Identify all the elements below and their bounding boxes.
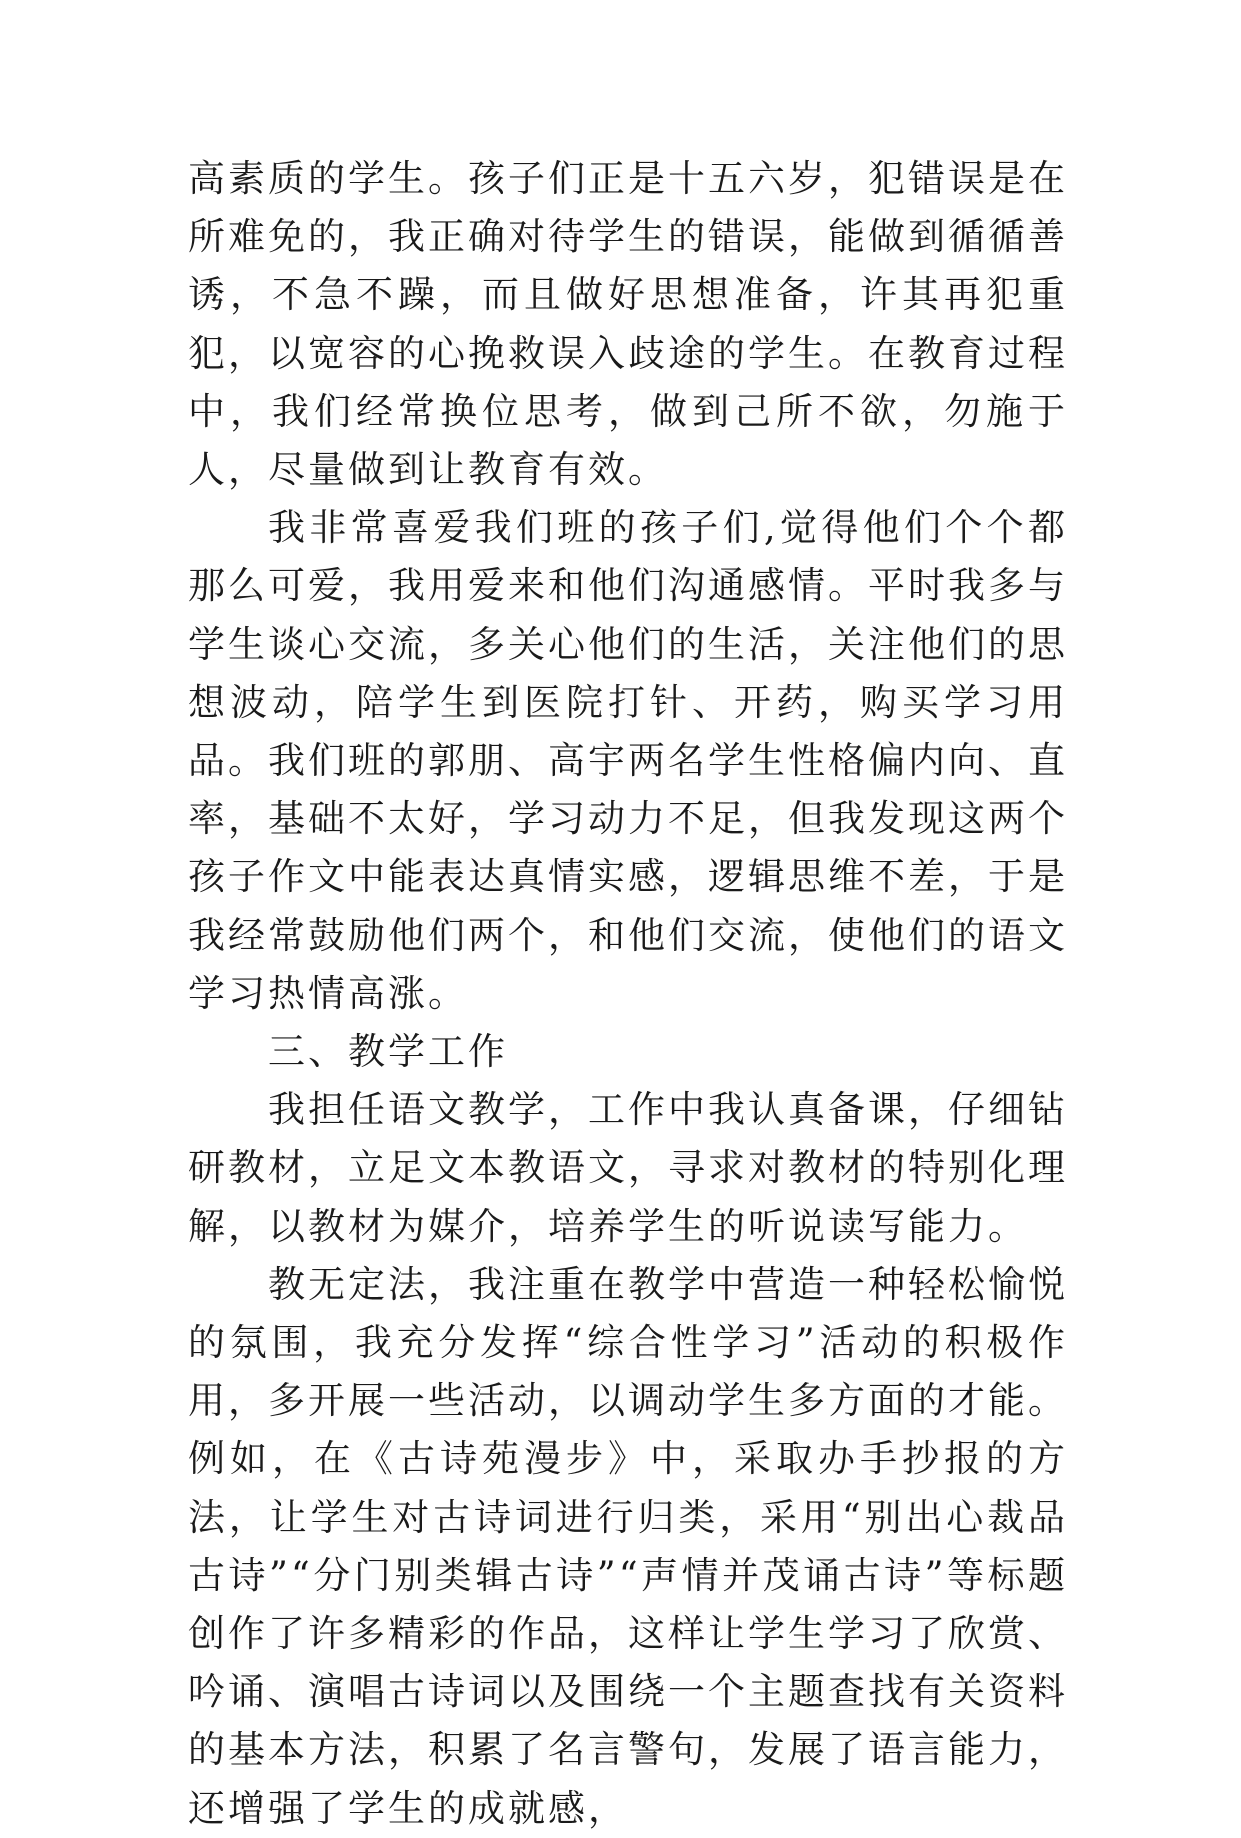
paragraph-1: 高素质的学生。孩子们正是十五六岁，犯错误是在所难免的，我正确对待学生的错误，能做到循循善诱，不急不躁，而且做好思想准备，许其再犯重犯，以宽容的心挽救误入歧途的学生。在教育过程中，我们经常换位思考，做到己所不欲，勿施于人，尽量做到让教育有效。 <box>188 157 1068 492</box>
paragraph-2: 我非常喜爱我们班的孩子们,觉得他们个个都那么可爱，我用爱来和他们沟通感情。平时我多与学生谈心交流，多关心他们的生活，关注他们的思想波动，陪学生到医院打针、开药，购买学习用品。我们班的郭朋、高宇两名学生性格偏内向、直率，基础不太好，学习动力不足，但我发现这两个孩子作文中能表达真情实感，逻辑思维不差，于是我经常鼓励他们两个，和他们交流，使他们的语文学习热情高涨。 <box>188 506 1068 1015</box>
paragraph-4: 教无定法，我注重在教学中营造一种轻松愉悦的氛围，我充分发挥“综合性学习”活动的积极作用，多开展一些活动，以调动学生多方面的才能。例如，在《古诗苑漫步》中，采取办手抄报的方法，让学生对古诗词进行归类，采用“别出心裁品古诗”“分门别类辑古诗”“声情并茂诵古诗”等标题创作了许多精彩的作品，这样让学生学习了欣赏、吟诵、演唱古诗词以及围绕一个主题查找有关资料的基本方法，积累了名言警句，发展了语言能力，还增强了学生的成就感， <box>188 1262 1068 1830</box>
document-body <box>188 150 1068 1838</box>
section-heading: 三、教学工作 <box>268 1030 508 1074</box>
paragraph-3: 我担任语文教学，工作中我认真备课，仔细钻研教材，立足文本教语文，寻求对教材的特别化理解，以教材为媒介，培养学生的听说读写能力。 <box>188 1088 1068 1248</box>
